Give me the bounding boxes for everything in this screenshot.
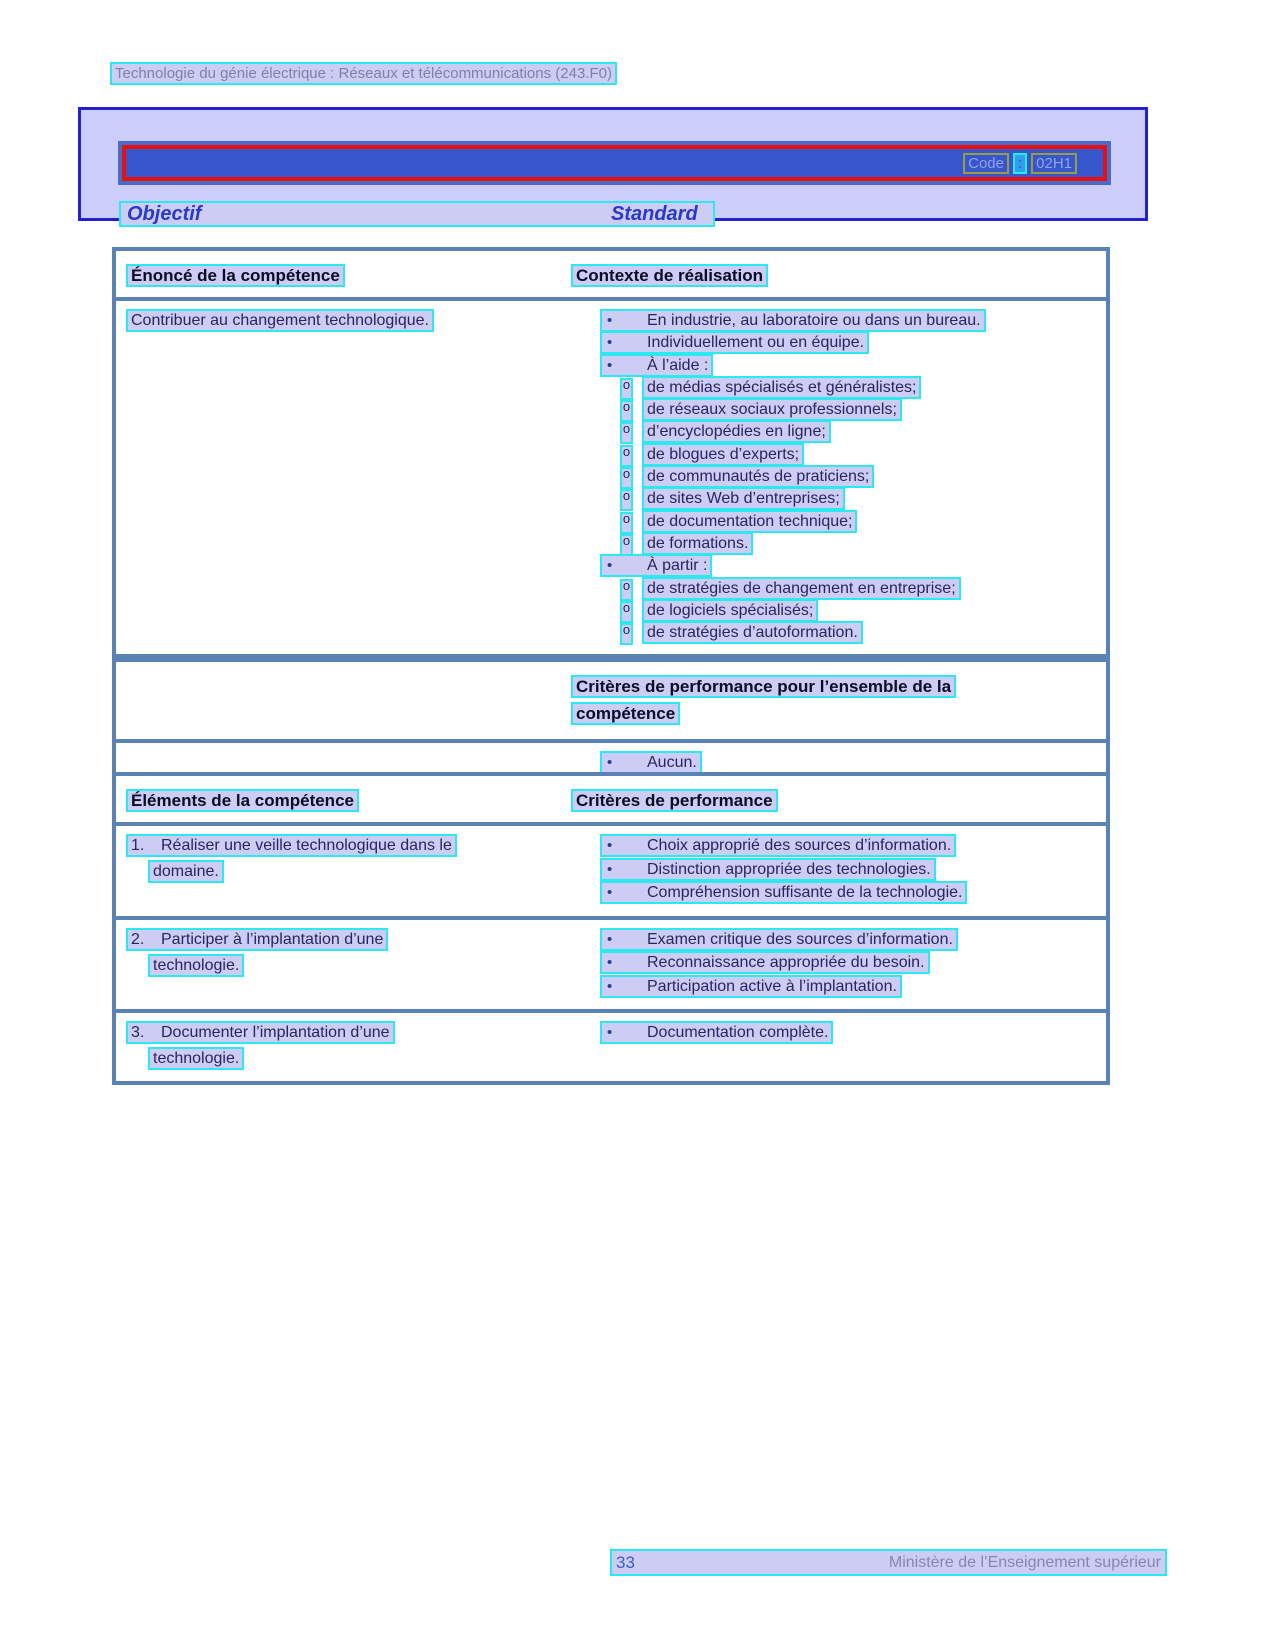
- list-item: [600, 309, 1106, 331]
- list-item-text: Individuellement ou en équipe.: [647, 334, 865, 352]
- item-number: 2.: [131, 930, 145, 948]
- criterion-text: Choix approprié des sources d’information.: [647, 837, 952, 854]
- bullet-icon: •: [607, 356, 613, 374]
- list-item-text: À l’aide :: [647, 356, 709, 374]
- list-item: [600, 354, 1106, 376]
- element-text-line2: technologie.: [148, 1047, 244, 1070]
- code-label: Code: [963, 153, 1009, 174]
- sub-list-item-text: d’encyclopédies en ligne;: [642, 420, 831, 443]
- sub-list-item: [620, 443, 1106, 465]
- table-header-row: [116, 251, 1106, 301]
- list-item: [600, 881, 1106, 905]
- sub-list-item: [620, 376, 1106, 398]
- contexte-cell: [566, 309, 1106, 643]
- list-item: [600, 1021, 1106, 1045]
- column-header-criteres: Critères de performance: [571, 789, 778, 812]
- header-cell-elements: [116, 789, 566, 812]
- table-row: [116, 826, 1106, 916]
- bullet-icon: •: [607, 334, 613, 352]
- criterion-text: Compréhension suffisante de la technologie.: [647, 884, 963, 901]
- element-cell: [116, 928, 566, 999]
- sub-list-item: [620, 599, 1106, 621]
- criterion-text: Reconnaissance appropriée du besoin.: [647, 954, 925, 971]
- sub-list-item: [620, 487, 1106, 509]
- criterion-text: Documentation complète.: [647, 1024, 829, 1041]
- sub-bullet-icon: o: [620, 445, 633, 467]
- code-value: 02H1: [1031, 153, 1077, 174]
- list-item: [600, 928, 1106, 952]
- sub-list-item-text: de communautés de praticiens;: [642, 465, 874, 488]
- sub-bullet-icon: o: [620, 422, 633, 444]
- sub-list-item: [620, 420, 1106, 442]
- element-text-line1: Documenter l’implantation d’une: [161, 1024, 390, 1041]
- criterion-text: Distinction appropriée des technologies.: [647, 860, 931, 878]
- sub-bullet-icon: o: [620, 489, 633, 511]
- bullet-icon: •: [607, 557, 613, 575]
- sub-bullet-icon: o: [620, 623, 633, 645]
- sub-list-item: [620, 510, 1106, 532]
- header-cell-contexte: [566, 264, 1106, 287]
- item-number: 3.: [131, 1024, 145, 1041]
- document-header: [110, 62, 617, 85]
- table-header-row: [116, 662, 1106, 743]
- body-cell-aucun: [566, 751, 1106, 773]
- bullet-icon: •: [607, 930, 613, 948]
- sub-list-item: [620, 577, 1106, 599]
- table-header-row: [116, 776, 1106, 826]
- code-separator: :: [1013, 153, 1027, 174]
- sub-list-item-text: de stratégies de changement en entreprise;: [642, 577, 961, 600]
- enonce-text: Contribuer au changement technologique.: [126, 309, 434, 332]
- column-header-criteres-line1: Critères de performance pour l’ensemble de la: [571, 675, 956, 698]
- sub-list-item: [620, 398, 1106, 420]
- page-number: 33: [616, 1553, 635, 1572]
- sub-bullet-icon: o: [620, 601, 633, 623]
- sub-bullet-icon: o: [620, 534, 633, 556]
- bullet-icon: •: [607, 1024, 613, 1041]
- header-cell-enonce: [116, 264, 566, 287]
- sub-bullet-icon: o: [620, 579, 633, 601]
- bullet-icon: •: [607, 954, 613, 971]
- sub-list-item: [620, 621, 1106, 643]
- list-item: [600, 331, 1106, 353]
- table-elements-criteres: [112, 772, 1110, 1085]
- column-header-criteres-line2: compétence: [571, 702, 680, 725]
- list-item-text: À partir :: [647, 557, 708, 575]
- table-body-row: [116, 301, 1106, 654]
- sub-list-item: [620, 532, 1106, 554]
- bullet-icon: •: [607, 860, 613, 878]
- criteria-cell: [566, 834, 1106, 905]
- criteria-cell: [566, 928, 1106, 999]
- objectif-standard-row: [119, 201, 715, 227]
- sub-list-item-text: de réseaux sociaux professionnels;: [642, 398, 902, 421]
- bullet-icon: •: [607, 837, 613, 854]
- element-text-line1: Réaliser une veille technologique dans le: [161, 837, 452, 854]
- sub-list-item: [620, 465, 1106, 487]
- sub-list-item-text: de stratégies d’autoformation.: [642, 621, 863, 644]
- bullet-icon: •: [607, 312, 613, 329]
- sub-bullet-icon: o: [620, 467, 633, 489]
- column-header-enonce: Énoncé de la compétence: [126, 264, 345, 287]
- table-enonce-contexte: [112, 247, 1110, 658]
- sub-list-item-text: de sites Web d’entreprises;: [642, 487, 845, 510]
- list-item: [600, 834, 1106, 858]
- header-cell-criteres: [566, 789, 1106, 812]
- table-criteres-ensemble: [112, 658, 1110, 788]
- table-row: [116, 1009, 1106, 1081]
- item-number: 1.: [131, 837, 145, 854]
- element-text-line1: Participer à l’implantation d’une: [161, 930, 384, 948]
- table-row: [116, 916, 1106, 1010]
- page-footer: [610, 1549, 1167, 1576]
- column-header-contexte: Contexte de réalisation: [571, 264, 768, 287]
- header-cell-criteres-ensemble: [566, 675, 1106, 729]
- footer-ministry: Ministère de l’Enseignement supérieur: [888, 1554, 1161, 1571]
- body-cell-empty: [116, 751, 566, 773]
- criterion-text: Examen critique des sources d’information.: [647, 930, 953, 948]
- list-item: [600, 751, 1106, 773]
- criteria-cell: [566, 1021, 1106, 1070]
- code-banner: [122, 145, 1107, 181]
- sub-list-item-text: de documentation technique;: [642, 510, 857, 533]
- list-item-text: En industrie, au laboratoire ou dans un bureau.: [647, 312, 981, 329]
- list-item: [600, 554, 1106, 576]
- sub-list-item-text: de logiciels spécialisés;: [642, 599, 818, 622]
- title-panel: [78, 107, 1148, 225]
- element-cell: [116, 834, 566, 905]
- objectif-heading: Objectif: [127, 203, 202, 225]
- element-text-line2: technologie.: [148, 954, 244, 977]
- list-item: [600, 951, 1106, 975]
- bullet-icon: •: [607, 884, 613, 901]
- header-cell-empty: [116, 675, 566, 729]
- enonce-cell: [116, 309, 566, 643]
- list-item: [600, 975, 1106, 999]
- standard-heading: Standard: [611, 203, 698, 225]
- sub-list-item-text: de médias spécialisés et généralistes;: [642, 376, 921, 399]
- sub-bullet-icon: o: [620, 512, 633, 534]
- sub-bullet-icon: o: [620, 400, 633, 422]
- column-header-elements: Éléments de la compétence: [126, 789, 359, 812]
- element-cell: [116, 1021, 566, 1070]
- bullet-icon: •: [607, 754, 613, 771]
- sub-list-item-text: de formations.: [642, 532, 753, 555]
- list-item-text: Aucun.: [647, 754, 697, 771]
- sub-bullet-icon: o: [620, 378, 633, 400]
- document-title: Technologie du génie électrique : Réseaux et télécommunications (243.F0): [110, 62, 617, 85]
- criterion-text: Participation active à l’implantation.: [647, 977, 897, 995]
- sub-list-item-text: de blogues d’experts;: [642, 443, 804, 466]
- bullet-icon: •: [607, 977, 613, 995]
- element-text-line2: domaine.: [148, 860, 224, 883]
- list-item: [600, 858, 1106, 882]
